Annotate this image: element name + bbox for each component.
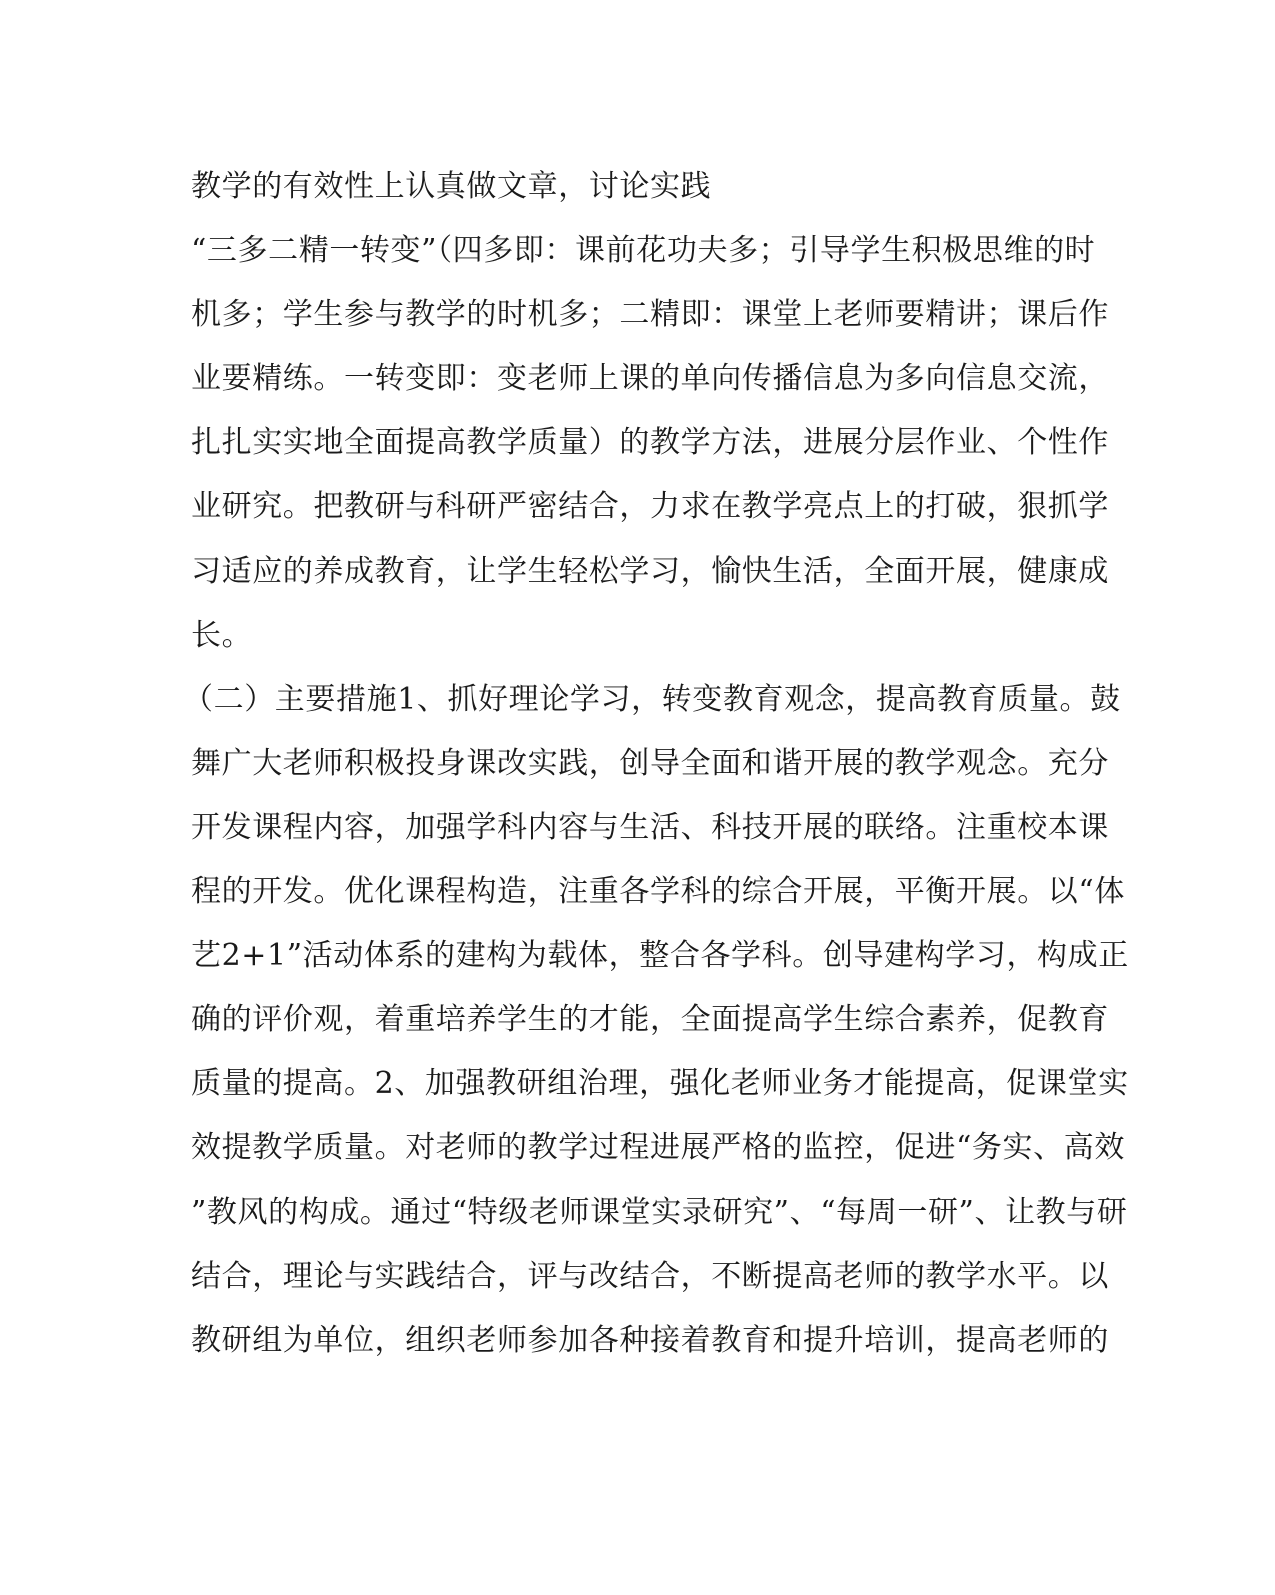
text-line: 质量的提高。2、加强教研组治理，强化老师业务才能提高，促课堂实 <box>191 1066 1129 1102</box>
text-line: 教学的有效性上认真做文章，讨论实践 <box>191 169 712 204</box>
text-line: 开发课程内容，加强学科内容与生活、科技开展的联络。注重校本课 <box>191 809 1109 845</box>
text-line: “三多二精一转变”（四多即：课前花功夫多；引导学生积极思维的时 <box>191 233 1096 269</box>
text-line: 效提教学质量。对老师的教学过程进展严格的监控，促进“务实、高效 <box>191 1130 1125 1166</box>
text-line: 业研究。把教研与科研严密结合，力求在教学亮点上的打破，狠抓学 <box>191 489 1109 525</box>
section-heading-line: （二）主要措施1、抓好理论学习，转变教育观念，提高教育质量。鼓 <box>183 681 1121 717</box>
text-line: 舞广大老师积极投身课改实践，创导全面和谐开展的教学观念。充分 <box>191 745 1109 781</box>
text-line: 习适应的养成教育，让学生轻松学习，愉快生活，全面开展，健康成 <box>191 553 1109 589</box>
text-line: 艺2+1”活动体系的建构为载体，整合各学科。创导建构学习，构成正 <box>191 938 1129 974</box>
text-line: ”教风的构成。通过“特级老师课堂实录研究”、“每周一研”、让教与研 <box>191 1194 1128 1230</box>
text-line: 机多；学生参与教学的时机多；二精即：课堂上老师要精讲；课后作 <box>191 297 1109 333</box>
text-line: 教研组为单位，组织老师参加各种接着教育和提升培训，提高老师的 <box>191 1322 1109 1358</box>
text-line: 程的开发。优化课程构造，注重各学科的综合开展，平衡开展。以“体 <box>191 874 1125 910</box>
text-line: 确的评价观，着重培养学生的才能，全面提高学生综合素养，促教育 <box>191 1002 1109 1038</box>
text-line: 结合，理论与实践结合，评与改结合，不断提高老师的教学水平。以 <box>191 1258 1109 1294</box>
text-line: 长。 <box>191 617 253 653</box>
text-line: 扎扎实实地全面提高教学质量）的教学方法，进展分层作业、个性作 <box>191 425 1109 461</box>
body-text <box>183 164 1129 1382</box>
text-line: 业要精练。一转变即：变老师上课的单向传播信息为多向信息交流， <box>191 361 1109 397</box>
